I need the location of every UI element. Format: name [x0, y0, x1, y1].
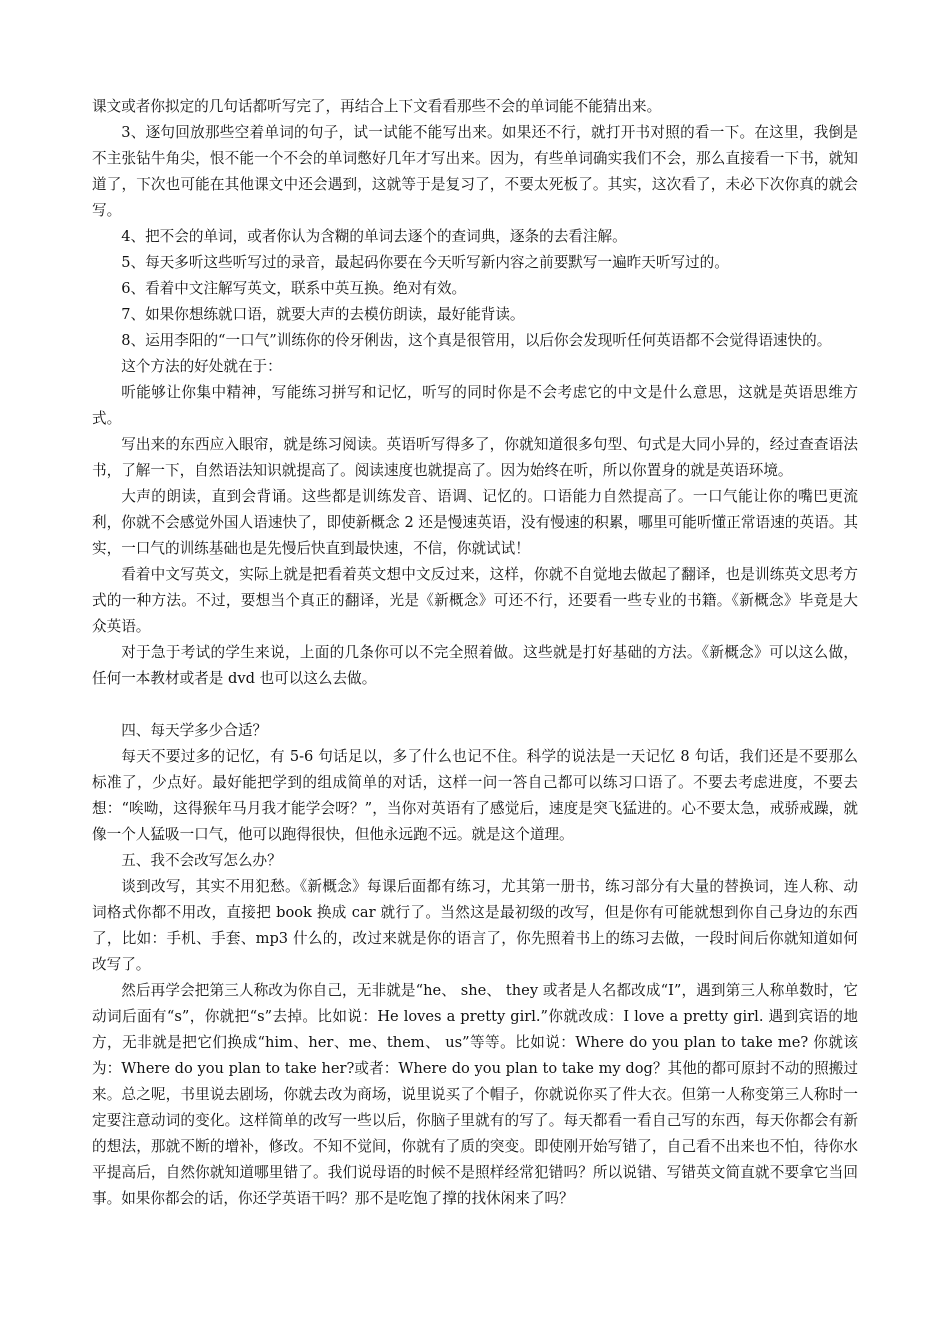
paragraph-benefit-translation: 看着中文写英文，实际上就是把看着英文想中文反过来，这样，你就不自觉地去做起了翻译，也是训练英文思考方式的一种方法。不过，要想当个真正的翻译，光是《新概念》可还不行，还要看一些专业的书籍。《新概念》毕竟是大众英语。: [92, 566, 858, 635]
blank-line: [92, 692, 858, 718]
paragraph-step-4: 4、把不会的单词，或者你认为含糊的单词去逐个的查词典，逐条的去看注解。: [121, 228, 627, 245]
paragraph-step-8: 8、运用李阳的“一口气”训练你的伶牙俐齿，这个真是很管用，以后你会发现听任何英语都不会觉得语速快的。: [121, 332, 832, 349]
section-heading-5: 五、我不会改写怎么办？: [121, 852, 282, 869]
paragraph-step-6: 6、看着中文注解写英文，联系中英互换。绝对有效。: [121, 280, 467, 297]
paragraph-rewriting: 谈到改写，其实不用犯愁。《新概念》每课后面都有练习，尤其第一册书，练习部分有大量的替换词，连人称、动词格式你都不用改，直接把 book 换成 car 就行了。当然这是最初级的改写，但是你有可能就想到你自己身边的东西了，比如：手机、手套、mp3 什么的，改过来就是你的语言了，你先照着书上的练习去做，一段时间后你就知道如何改写了。: [92, 878, 858, 973]
paragraph-continuation: 课文或者你拟定的几句话都听写完了，再结合上下文看看那些不会的单词能不能猜出来。: [92, 98, 662, 115]
section-heading-4: 四、每天学多少合适？: [121, 722, 268, 739]
paragraph-benefit-listening: 听能够让你集中精神，写能练习拼写和记忆，听写的同时你是不会考虑它的中文是什么意思，这就是英语思维方式。: [92, 384, 858, 427]
paragraph-rewriting-person: 然后再学会把第三人称改为你自己，无非就是“he、 she、 they 或者是人名都改成“I”，遇到第三人称单数时，它动词后面有“s”，你就把“s”去掉。比如说：He loves a pretty girl.”你就改成：I love a pretty girl. 遇到宾语的地方，无非就是把它们换成“him、her、me、them、 us”等等。比如说：Where do you plan to take me? 你就该为：Where do you plan to take her?或者：Where do you plan to take my dog？其他的都可原封不动的照搬过来。总之呢，书里说去剧场，你就去改为商场，说里说买了个帽子，你就说你买了件大衣。但第一人称变第三人称时一定要注意动词的变化。这样简单的改写一些以后，你脑子里就有的写了。每天都看一看自己写的东西，每天你都会有新的想法，那就不断的增补，修改。不知不觉间，你就有了质的突变。即使刚开始写错了，自己看不出来也不怕，待你水平提高后，自然你就知道哪里错了。我们说母语的时候不是照样经常犯错吗？所以说错、写错英文简直就不要拿它当回事。如果你都会的话，你还学英语干吗？那不是吃饱了撑的找休闲来了吗？: [92, 982, 858, 1207]
paragraph-benefit-reading: 写出来的东西应入眼帘，就是练习阅读。英语听写得多了，你就知道很多句型、句式是大同小异的，经过查查语法书，了解一下，自然语法知识就提高了。阅读速度也就提高了。因为始终在听，所以你置身的就是英语环境。: [92, 436, 858, 479]
paragraph-step-7: 7、如果你想练就口语，就要大声的去模仿朗读，最好能背读。: [121, 306, 525, 323]
paragraph-step-3: 3、逐句回放那些空着单词的句子，试一试能不能写出来。如果还不行，就打开书对照的看一下。在这里，我倒是不主张钻牛角尖，恨不能一个不会的单词憋好几年才写出来。因为，有些单词确实我们不会，那么直接看一下书，就知道了，下次也可能在其他课文中还会遇到，这就等于是复习了，不要太死板了。其实，这次看了，未必下次你真的就会写。: [92, 124, 858, 219]
paragraph-benefit-speaking: 大声的朗读，直到会背诵。这些都是训练发音、语调、记忆的。口语能力自然提高了。一口气能让你的嘴巴更流利，你就不会感觉外国人语速快了，即使新概念 2 还是慢速英语，没有慢速的积累，哪里可能听懂正常语速的英语。其实，一口气的训练基础也是先慢后快直到最快速，不信，你就试试！: [92, 488, 858, 557]
paragraph-exam-students: 对于急于考试的学生来说，上面的几条你可以不完全照着做。这些就是打好基础的方法。《新概念》可以这么做，任何一本教材或者是 dvd 也可以这么去做。: [92, 644, 858, 687]
paragraph-benefits-intro: 这个方法的好处就在于：: [121, 358, 282, 375]
paragraph-step-5: 5、每天多听这些听写过的录音，最起码你要在今天听写新内容之前要默写一遍昨天听写过的。: [121, 254, 729, 271]
paragraph-daily-amount: 每天不要过多的记忆，有 5-6 句话足以，多了什么也记不住。科学的说法是一天记忆 8 句话，我们还是不要那么标准了，少点好。最好能把学到的组成简单的对话，这样一问一答自己都可以练习口语了。不要去考虑进度，不要去想：“唉呦，这得猴年马月我才能学会呀？”，当你对英语有了感觉后，速度是突飞猛进的。心不要太急，戒骄戒躁，就像一个人猛吸一口气，他可以跑得很快，但他永远跑不远。就是这个道理。: [92, 748, 858, 843]
